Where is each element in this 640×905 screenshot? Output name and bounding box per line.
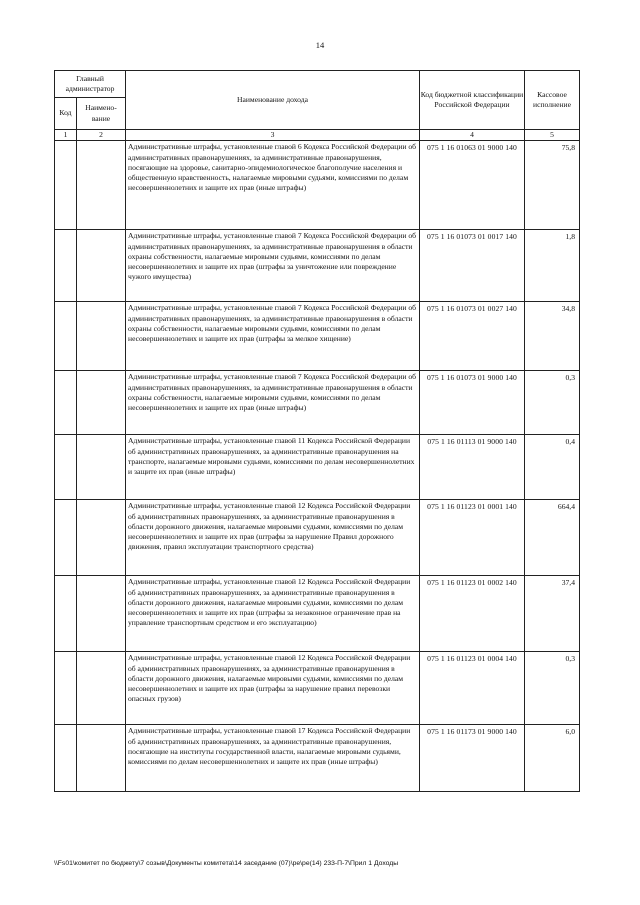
- income-description: Административные штрафы, установленные главой 12 Кодекса Российской Федерации об административных правонарушениях, за административные правонарушения в области дорожного движения, налагаемые мировыми судьями, комиссиями по делам несовершеннолетних и защите их прав (штрафы за нарушение правил перевозки опасных грузов): [126, 652, 420, 725]
- table-row: [55, 302, 580, 371]
- admin-code-cell: [55, 435, 77, 500]
- column-number-row: [55, 130, 580, 141]
- cash-amount: 0,3: [525, 652, 580, 725]
- column-number: 2: [77, 130, 126, 141]
- admin-code-cell: [55, 725, 77, 792]
- admin-name-cell: [77, 725, 126, 792]
- admin-code-cell: [55, 230, 77, 302]
- admin-name-cell: [77, 302, 126, 371]
- admin-name-cell: [77, 576, 126, 652]
- budget-code: 075 1 16 01123 01 0002 140: [420, 576, 525, 652]
- income-description: Административные штрафы, установленные главой 17 Кодекса Российской Федерации об административных правонарушениях, за административные правонарушения, посягающие на институты государственной власти, налагаемые мировыми судьями, комиссиями по делам несовершеннолетних и защите их прав (иные штрафы): [126, 725, 420, 792]
- name-short-header: Наимено-вание: [77, 98, 126, 130]
- admin-code-cell: [55, 141, 77, 230]
- column-number: 4: [420, 130, 525, 141]
- table-row: [55, 576, 580, 652]
- cash-amount: 6,0: [525, 725, 580, 792]
- column-number: 3: [126, 130, 420, 141]
- admin-code-cell: [55, 302, 77, 371]
- income-description: Административные штрафы, установленные главой 12 Кодекса Российской Федерации об административных правонарушениях, за административные правонарушения в области дорожного движения, налагаемые мировыми судьями, комиссиями по делам несовершеннолетних и защите их прав (штрафы за нарушение Правил дорожного движения, правил эксплуатации транспортного средства): [126, 500, 420, 576]
- admin-code-cell: [55, 576, 77, 652]
- admin-name-cell: [77, 435, 126, 500]
- budget-code: 075 1 16 01073 01 0027 140: [420, 302, 525, 371]
- chief-admin-header: Главный администратор: [55, 71, 126, 98]
- kbk-header: Код бюджетной классификации Российской Федерации: [420, 71, 525, 130]
- admin-code-cell: [55, 652, 77, 725]
- table-row: [55, 230, 580, 302]
- income-description: Административные штрафы, установленные главой 7 Кодекса Российской Федерации об административных правонарушениях, за административные правонарушения в области охраны собственности, налагаемые мировыми судьями, комиссиями по делам несовершеннолетних и защите их прав (иные штрафы): [126, 371, 420, 435]
- income-description: Административные штрафы, установленные главой 6 Кодекса Российской Федерации об административных правонарушениях, за административные правонарушения, посягающие на здоровье, санитарно-эпидемиологическое благополучие населения и общественную нравственность, налагаемые мировыми судьями, комиссиями по делам несовершеннолетних и защите их прав (иные штрафы): [126, 141, 420, 230]
- column-number: 5: [525, 130, 580, 141]
- cash-amount: 664,4: [525, 500, 580, 576]
- budget-code: 075 1 16 01123 01 0004 140: [420, 652, 525, 725]
- budget-code: 075 1 16 01173 01 9000 140: [420, 725, 525, 792]
- admin-name-cell: [77, 371, 126, 435]
- admin-name-cell: [77, 230, 126, 302]
- cash-amount: 1,8: [525, 230, 580, 302]
- admin-code-cell: [55, 500, 77, 576]
- table-row: [55, 725, 580, 792]
- column-number: 1: [55, 130, 77, 141]
- budget-code: 075 1 16 01123 01 0001 140: [420, 500, 525, 576]
- budget-code: 075 1 16 01073 01 9000 140: [420, 371, 525, 435]
- table-row: [55, 141, 580, 230]
- admin-name-cell: [77, 500, 126, 576]
- table-row: [55, 435, 580, 500]
- cash-execution-header: Кассовое исполнение: [525, 71, 580, 130]
- cash-amount: 0,3: [525, 371, 580, 435]
- admin-code-cell: [55, 371, 77, 435]
- page-number: 14: [315, 40, 325, 50]
- cash-amount: 34,8: [525, 302, 580, 371]
- income-name-header: Наименование дохода: [126, 71, 420, 130]
- income-description: Административные штрафы, установленные главой 11 Кодекса Российской Федерации об административных правонарушениях, за административные правонарушения на транспорте, налагаемые мировыми судьями, комиссиями по делам несовершеннолетних и защите их прав (иные штрафы): [126, 435, 420, 500]
- income-description: Административные штрафы, установленные главой 7 Кодекса Российской Федерации об административных правонарушениях, за административные правонарушения в области охраны собственности, налагаемые мировыми судьями, комиссиями по делам несовершеннолетних и защите их прав (штрафы за мелкое хищение): [126, 302, 420, 371]
- cash-amount: 75,8: [525, 141, 580, 230]
- admin-name-cell: [77, 141, 126, 230]
- budget-code: 075 1 16 01073 01 0017 140: [420, 230, 525, 302]
- table-row: [55, 500, 580, 576]
- income-table: [54, 70, 580, 792]
- file-path-footer: \\Fs01\комитет по бюджету\7 созыв\Документы комитета\14 заседание (07)\ре\ре(14) 233-П-7\Прил 1 Доходы: [54, 860, 399, 867]
- income-description: Административные штрафы, установленные главой 12 Кодекса Российской Федерации об административных правонарушениях, за административные правонарушения в области дорожного движения, налагаемые мировыми судьями, комиссиями по делам несовершеннолетних и защите их прав (штрафы за незаконное ограничение прав на управление транспортным средством и его эксплуатацию): [126, 576, 420, 652]
- table-row: [55, 371, 580, 435]
- cash-amount: 37,4: [525, 576, 580, 652]
- table-row: [55, 652, 580, 725]
- code-header: Код: [55, 98, 77, 130]
- admin-name-cell: [77, 652, 126, 725]
- budget-code: 075 1 16 01063 01 9000 140: [420, 141, 525, 230]
- cash-amount: 0,4: [525, 435, 580, 500]
- income-description: Административные штрафы, установленные главой 7 Кодекса Российской Федерации об административных правонарушениях, за административные правонарушения в области охраны собственности, налагаемые мировыми судьями, комиссиями по делам несовершеннолетних и защите их прав (штрафы за уничтожение или повреждение чужого имущества): [126, 230, 420, 302]
- budget-code: 075 1 16 01113 01 9000 140: [420, 435, 525, 500]
